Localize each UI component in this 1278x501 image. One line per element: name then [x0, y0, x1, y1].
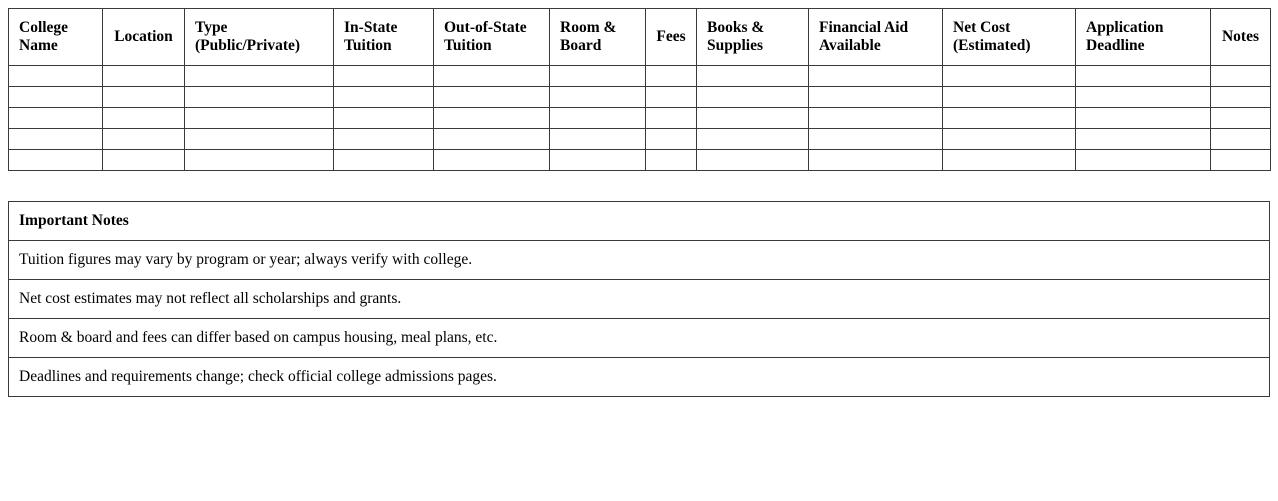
header-application-deadline: Application Deadline — [1076, 9, 1211, 66]
table-cell[interactable] — [550, 129, 646, 150]
table-cell[interactable] — [1211, 87, 1271, 108]
table-cell[interactable] — [185, 129, 334, 150]
table-cell[interactable] — [334, 108, 434, 129]
table-cell[interactable] — [434, 87, 550, 108]
header-room-board: Room & Board — [550, 9, 646, 66]
header-fees: Fees — [646, 9, 697, 66]
college-comparison-table — [8, 8, 1271, 171]
table-cell[interactable] — [809, 150, 943, 171]
table-cell[interactable] — [334, 129, 434, 150]
notes-header-row — [9, 202, 1270, 241]
notes-title: Important Notes — [9, 202, 1270, 241]
table-cell[interactable] — [550, 150, 646, 171]
header-notes: Notes — [1211, 9, 1271, 66]
header-out-of-state-tuition: Out-of-State Tuition — [434, 9, 550, 66]
table-cell[interactable] — [697, 129, 809, 150]
table-row — [9, 129, 1271, 150]
header-row — [9, 9, 1271, 66]
table-cell[interactable] — [550, 66, 646, 87]
table-cell[interactable] — [943, 66, 1076, 87]
table-cell[interactable] — [434, 66, 550, 87]
table-cell[interactable] — [1211, 66, 1271, 87]
table-cell[interactable] — [334, 150, 434, 171]
table-cell[interactable] — [697, 150, 809, 171]
note-item: Room & board and fees can differ based on campus housing, meal plans, etc. — [9, 319, 1270, 358]
important-notes-table — [8, 201, 1270, 397]
note-item: Net cost estimates may not reflect all scholarships and grants. — [9, 280, 1270, 319]
note-item: Deadlines and requirements change; check official college admissions pages. — [9, 358, 1270, 397]
table-cell[interactable] — [103, 108, 185, 129]
table-cell[interactable] — [809, 87, 943, 108]
table-cell[interactable] — [103, 87, 185, 108]
table-cell[interactable] — [697, 66, 809, 87]
table-cell[interactable] — [697, 87, 809, 108]
table-cell[interactable] — [809, 129, 943, 150]
table-cell[interactable] — [1076, 108, 1211, 129]
table-cell[interactable] — [1211, 129, 1271, 150]
table-header — [9, 9, 1271, 66]
table-cell[interactable] — [103, 129, 185, 150]
table-cell[interactable] — [9, 150, 103, 171]
table-cell[interactable] — [9, 108, 103, 129]
table-cell[interactable] — [9, 66, 103, 87]
table-cell[interactable] — [103, 150, 185, 171]
header-net-cost: Net Cost (Estimated) — [943, 9, 1076, 66]
table-cell[interactable] — [9, 129, 103, 150]
table-cell[interactable] — [550, 108, 646, 129]
table-cell[interactable] — [434, 108, 550, 129]
note-row — [9, 241, 1270, 280]
table-cell[interactable] — [809, 108, 943, 129]
table-cell[interactable] — [185, 87, 334, 108]
note-row — [9, 280, 1270, 319]
table-cell[interactable] — [434, 129, 550, 150]
note-row — [9, 319, 1270, 358]
table-cell[interactable] — [646, 66, 697, 87]
header-in-state-tuition: In-State Tuition — [334, 9, 434, 66]
table-cell[interactable] — [1076, 66, 1211, 87]
header-books-supplies: Books & Supplies — [697, 9, 809, 66]
table-cell[interactable] — [697, 108, 809, 129]
table-cell[interactable] — [185, 150, 334, 171]
table-body — [9, 66, 1271, 171]
header-college-name: College Name — [9, 9, 103, 66]
table-cell[interactable] — [1076, 129, 1211, 150]
table-row — [9, 87, 1271, 108]
header-type: Type (Public/Private) — [185, 9, 334, 66]
table-cell[interactable] — [1211, 108, 1271, 129]
table-cell[interactable] — [9, 87, 103, 108]
table-cell[interactable] — [185, 108, 334, 129]
table-cell[interactable] — [334, 87, 434, 108]
table-cell[interactable] — [943, 108, 1076, 129]
table-cell[interactable] — [550, 87, 646, 108]
note-item: Tuition figures may vary by program or year; always verify with college. — [9, 241, 1270, 280]
table-cell[interactable] — [646, 150, 697, 171]
table-row — [9, 108, 1271, 129]
table-cell[interactable] — [1211, 150, 1271, 171]
note-row — [9, 358, 1270, 397]
table-cell[interactable] — [646, 129, 697, 150]
header-financial-aid: Financial Aid Available — [809, 9, 943, 66]
table-cell[interactable] — [943, 87, 1076, 108]
table-cell[interactable] — [1076, 87, 1211, 108]
header-location: Location — [103, 9, 185, 66]
table-cell[interactable] — [185, 66, 334, 87]
table-cell[interactable] — [434, 150, 550, 171]
table-cell[interactable] — [646, 87, 697, 108]
table-cell[interactable] — [1076, 150, 1211, 171]
table-cell[interactable] — [103, 66, 185, 87]
table-cell[interactable] — [943, 129, 1076, 150]
table-cell[interactable] — [943, 150, 1076, 171]
table-row — [9, 150, 1271, 171]
table-cell[interactable] — [646, 108, 697, 129]
table-cell[interactable] — [334, 66, 434, 87]
table-row — [9, 66, 1271, 87]
table-cell[interactable] — [809, 66, 943, 87]
